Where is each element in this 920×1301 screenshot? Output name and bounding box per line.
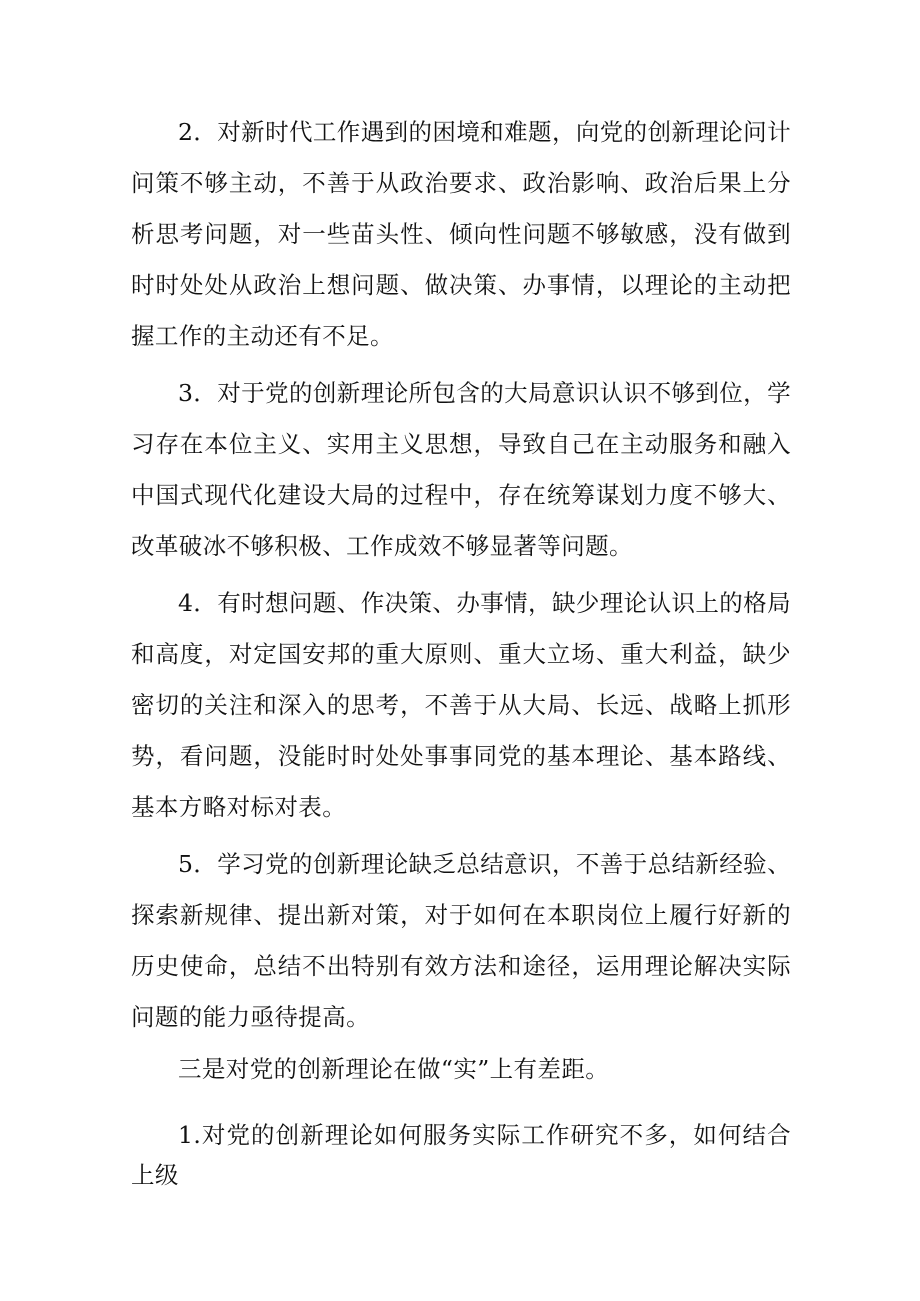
paragraph-item-2: 2．对新时代工作遇到的困境和难题，向党的创新理论问计问策不够主动，不善于从政治要求、政治影响、政治后果上分析思考问题，对一些苗头性、倾向性问题不够敏感，没有做到时时处处从政治上想问题、做决策、办事情，以理论的主动把握工作的主动还有不足。 <box>131 118 791 350</box>
paragraph-item-5: 5．学习党的创新理论缺乏总结意识，不善于总结新经验、探索新规律、提出新对策，对于如何在本职岗位上履行好新的历史使命，总结不出特别有效方法和途径，运用理论解决实际问题的能力亟待提高。 <box>131 850 791 1031</box>
paragraph-item-4: 4．有时想问题、作决策、办事情，缺少理论认识上的格局和高度，对定国安邦的重大原则、重大立场、重大利益，缺少密切的关注和深入的思考，不善于从大局、长远、战略上抓形势，看问题，没能时时处处事事同党的基本理论、基本路线、基本方略对标对表。 <box>131 589 791 821</box>
section-heading-3: 三是对党的创新理论在做“实”上有差距。 <box>178 1055 610 1083</box>
paragraph-item-1: 1.对党的创新理论如何服务实际工作研究不多，如何结合上级 <box>131 1121 791 1189</box>
paragraph-item-3: 3．对于党的创新理论所包含的大局意识认识不够到位，学习存在本位主义、实用主义思想，导致自己在主动服务和融入中国式现代化建设大局的过程中，存在统筹谋划力度不够大、改革破冰不够积极、工作成效不够显著等问题。 <box>131 379 791 560</box>
